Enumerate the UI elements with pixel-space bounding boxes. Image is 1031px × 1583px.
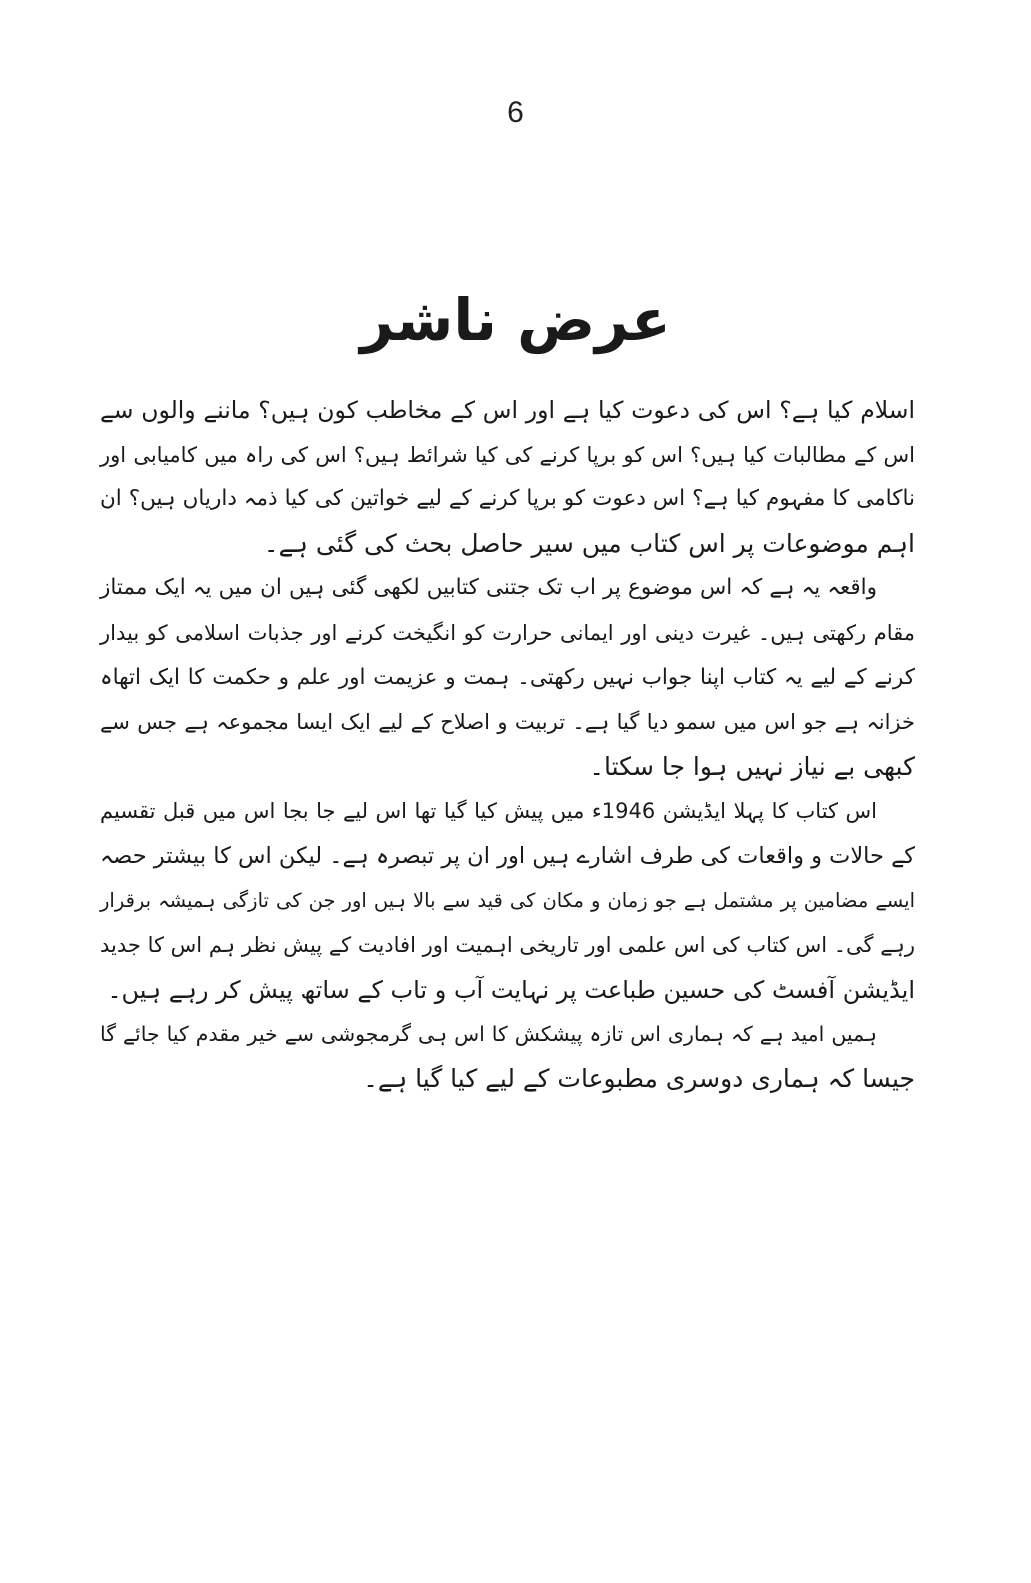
paragraph-4 bbox=[100, 1012, 915, 1101]
text-line: واقعہ یہ ہے کہ اس موضوع پر اب تک جتنی کتابیں لکھی گئی ہیں ان میں یہ ایک ممتاز bbox=[100, 575, 877, 601]
text-line: ہمیں امید ہے کہ ہماری اس تازہ پیشکش کا اس ہی گرمجوشی سے خیر مقدم کیا جائے گا bbox=[100, 1022, 877, 1047]
text-line: ناکامی کا مفہوم کیا ہے؟ اس دعوت کو برپا کرنے کے لیے خواتین کی کیا ذمہ داریاں ہیں؟ ان bbox=[100, 486, 915, 512]
body-text bbox=[100, 388, 915, 1102]
text-line: کرنے کے لیے یہ کتاب اپنا جواب نہیں رکھتی۔ ہمت و عزیمت اور علم و حکمت کا ایک اتھاہ bbox=[100, 664, 915, 690]
text-line: ایسے مضامین پر مشتمل ہے جو زمان و مکان کی قید سے بالا ہیں اور جن کی تازگی ہمیشہ برقرار bbox=[100, 888, 915, 912]
text-line: ایڈیشن آفسٹ کی حسین طباعت پر نہایت آب و تاب کے ساتھ پیش کر رہے ہیں۔ bbox=[107, 975, 915, 1004]
text-line: کے حالات و واقعات کی طرف اشارے ہیں اور ان پر تبصرہ ہے۔ لیکن اس کا بیشتر حصہ bbox=[100, 842, 915, 869]
paragraph-2 bbox=[100, 566, 915, 789]
paragraph-1 bbox=[100, 388, 915, 566]
text-line: کبھی بے نیاز نہیں ہوا جا سکتا۔ bbox=[589, 751, 915, 781]
paragraph-3 bbox=[100, 789, 915, 1012]
text-line: اس کتاب کا پہلا ایڈیشن 1946ء میں پیش کیا گیا تھا اس لیے جا بجا اس میں قبل تقسیم bbox=[100, 799, 877, 824]
page-number: 6 bbox=[507, 96, 524, 129]
text-line: مقام رکھتی ہیں۔ غیرت دینی اور ایمانی حرارت کو انگیخت کرنے اور جذبات اسلامی کو بیدار bbox=[100, 620, 915, 645]
text-line: اسلام کیا ہے؟ اس کی دعوت کیا ہے اور اس کے مخاطب کون ہیں؟ ماننے والوں سے bbox=[100, 396, 915, 424]
text-line: جیسا کہ ہماری دوسری مطبوعات کے لیے کیا گیا ہے۔ bbox=[363, 1063, 915, 1093]
page-heading: عرض ناشر bbox=[360, 286, 671, 354]
text-line: رہے گی۔ اس کتاب کی اس علمی اور تاریخی اہمیت اور افادیت کے پیش نظر ہم اس کا جدید bbox=[100, 933, 915, 958]
text-line: خزانہ ہے جو اس میں سمو دیا گیا ہے۔ تربیت و اصلاح کے لیے ایک ایسا مجموعہ ہے جس سے bbox=[100, 710, 915, 735]
text-line: اس کے مطالبات کیا ہیں؟ اس کو برپا کرنے کی کیا شرائط ہیں؟ اس کی راہ میں کامیابی اور bbox=[100, 442, 915, 467]
text-line: اہم موضوعات پر اس کتاب میں سیر حاصل بحث کی گئی ہے۔ bbox=[263, 528, 915, 558]
